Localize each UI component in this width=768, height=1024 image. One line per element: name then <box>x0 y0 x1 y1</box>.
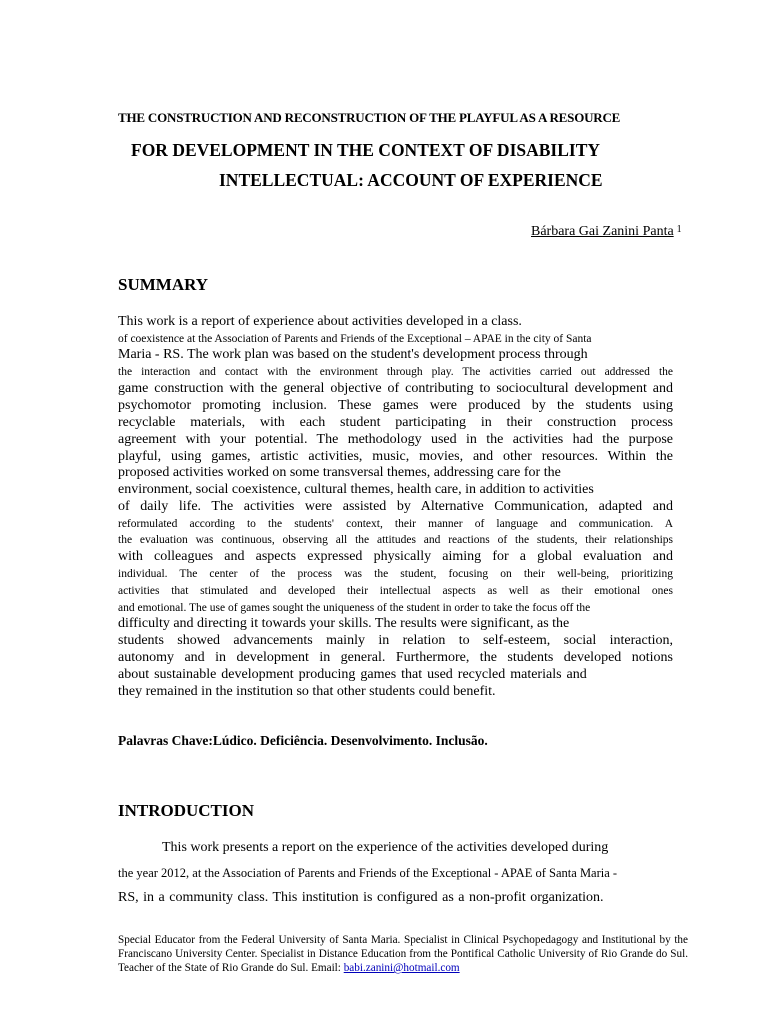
footnote-email-link[interactable]: babi.zanini@hotmail.com <box>343 962 460 974</box>
summary-line: autonomy and in development in general. Furthermore, the students developed notions <box>118 650 673 665</box>
summary-line: This work is a report of experience about activities developed in a class. <box>118 314 522 329</box>
summary-line: psychomotor promoting inclusion. These games were produced by the students using <box>118 398 673 413</box>
summary-line: students showed advancements mainly in relation to self-esteem, social interaction, <box>118 633 673 648</box>
summary-line: playful, using games, artistic activities, music, movies, and other resources. Within the <box>118 449 673 464</box>
summary-line: about sustainable development producing games that used recycled materials and <box>118 667 587 682</box>
author-name: Bárbara Gai Zanini Panta <box>531 224 674 239</box>
author-footnote-mark: 1 <box>676 224 682 235</box>
summary-line: agreement with your potential. The methodology used in the activities had the purpose <box>118 432 673 447</box>
title-line-3: INTELLECTUAL: ACCOUNT OF EXPERIENCE <box>219 170 603 190</box>
summary-line: the interaction and contact with the environment through play. The activities carried out addressed the <box>118 366 673 378</box>
summary-heading: SUMMARY <box>118 275 209 294</box>
title-line-2: FOR DEVELOPMENT IN THE CONTEXT OF DISABILITY <box>131 140 601 160</box>
keywords: Palavras Chave:Lúdico. Deficiência. Desenvolvimento. Inclusão. <box>118 733 488 748</box>
introduction-heading: INTRODUCTION <box>118 801 255 820</box>
intro-line-1: This work presents a report on the experience of the activities developed during <box>162 840 609 855</box>
summary-line: of coexistence at the Association of Parents and Friends of the Exceptional – APAE in the city of Santa <box>118 333 592 345</box>
summary-line: recyclable materials, with each student participating in their construction process <box>118 415 673 430</box>
summary-line: and emotional. The use of games sought the uniqueness of the student in order to take the focus off the <box>118 602 591 614</box>
summary-line: individual. The center of the process was the student, focusing on their well-being, prioritizing <box>118 568 673 580</box>
summary-line: the evaluation was continuous, observing all the attitudes and reactions of the students, their relationships <box>118 534 673 546</box>
summary-line: activities that stimulated and developed their intellectual aspects as well as their emotional ones <box>118 585 673 597</box>
summary-line: with colleagues and aspects expressed physically aiming for a global evaluation and <box>118 549 673 564</box>
title-line-1: THE CONSTRUCTION AND RECONSTRUCTION OF THE PLAYFUL AS A RESOURCE <box>118 110 621 125</box>
footnote-text: Special Educator from the Federal University of Santa Maria. Specialist in Clinical Psychopedagogy and Institutional by the Franciscano University Center. Specialist in Distance Education from the Pontifical Catholic University of Rio Grande do Sul. Teacher of the State of Rio Grande do Sul. Email: <box>118 934 688 974</box>
author-line <box>531 224 682 240</box>
summary-line: difficulty and directing it towards your skills. The results were significant, as the <box>118 616 570 631</box>
summary-line: Maria - RS. The work plan was based on the student's development process through <box>118 347 588 362</box>
summary-line: proposed activities worked on some transversal themes, addressing care for the <box>118 465 561 480</box>
summary-line: reformulated according to the students' context, their manner of language and communication. A <box>118 518 673 530</box>
summary-line: game construction with the general objective of contributing to sociocultural development and <box>118 381 673 396</box>
intro-line-3: RS, in a community class. This institution is configured as a non-profit organization. <box>118 890 604 905</box>
footnote <box>118 933 688 975</box>
summary-line: they remained in the institution so that other students could benefit. <box>118 684 496 699</box>
intro-line-2: the year 2012, at the Association of Parents and Friends of the Exceptional - APAE of Santa Maria - <box>118 866 618 880</box>
summary-line: environment, social coexistence, cultural themes, health care, in addition to activities <box>118 482 594 497</box>
summary-line: of daily life. The activities were assisted by Alternative Communication, adapted and <box>118 499 673 514</box>
